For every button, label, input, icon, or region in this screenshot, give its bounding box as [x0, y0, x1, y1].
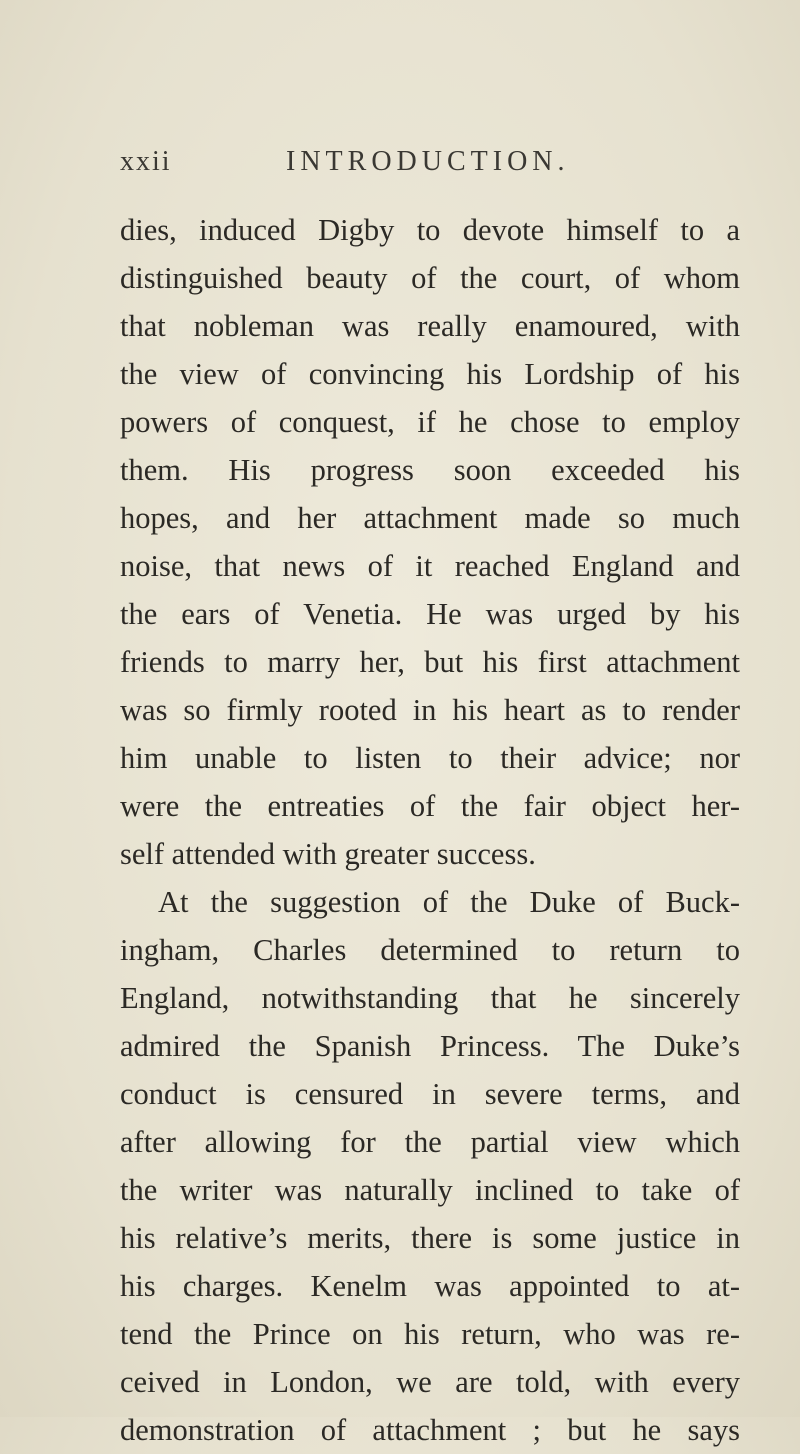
text-line: friends to marry her, but his first attachment [120, 645, 740, 679]
text-line: after allowing for the partial view which [120, 1125, 740, 1159]
page-number: xxii [120, 146, 172, 177]
text-line: distinguished beauty of the court, of whom [120, 261, 740, 295]
text-line: ceived in London, we are told, with every [120, 1365, 740, 1399]
text-line: them. His progress soon exceeded his [120, 453, 740, 487]
text-line: the view of convincing his Lordship of his [120, 357, 740, 391]
body-text [120, 206, 740, 1454]
text-line: his charges. Kenelm was appointed to at- [120, 1269, 740, 1303]
text-line: dies, induced Digby to devote himself to a [120, 213, 740, 247]
text-line: the writer was naturally inclined to take of [120, 1173, 740, 1207]
text-line: him unable to listen to their advice; nor [120, 741, 740, 775]
text-line: ingham, Charles determined to return to [120, 933, 740, 967]
paragraph-end-line: self attended with greater success. [120, 837, 536, 871]
text-line: the ears of Venetia. He was urged by his [120, 597, 740, 631]
text-line: noise, that news of it reached England and [120, 549, 740, 583]
text-line: demonstration of attachment ; but he says [120, 1413, 740, 1447]
text-line: tend the Prince on his return, who was re- [120, 1317, 740, 1351]
text-line: England, notwithstanding that he sincerely [120, 981, 740, 1015]
text-line: hopes, and her attachment made so much [120, 501, 740, 535]
text-line: were the entreaties of the fair object her- [120, 789, 740, 823]
paragraph-start-line: At the suggestion of the Duke of Buck- [158, 885, 740, 919]
text-line: his relative’s merits, there is some justice in [120, 1221, 740, 1255]
text-line: powers of conquest, if he chose to employ [120, 405, 740, 439]
running-title: INTRODUCTION. [286, 146, 570, 177]
text-line: admired the Spanish Princess. The Duke’s [120, 1029, 740, 1063]
text-line: that nobleman was really enamoured, with [120, 309, 740, 343]
text-line: was so firmly rooted in his heart as to render [120, 693, 740, 727]
text-line: conduct is censured in severe terms, and [120, 1077, 740, 1111]
running-header [120, 146, 720, 186]
